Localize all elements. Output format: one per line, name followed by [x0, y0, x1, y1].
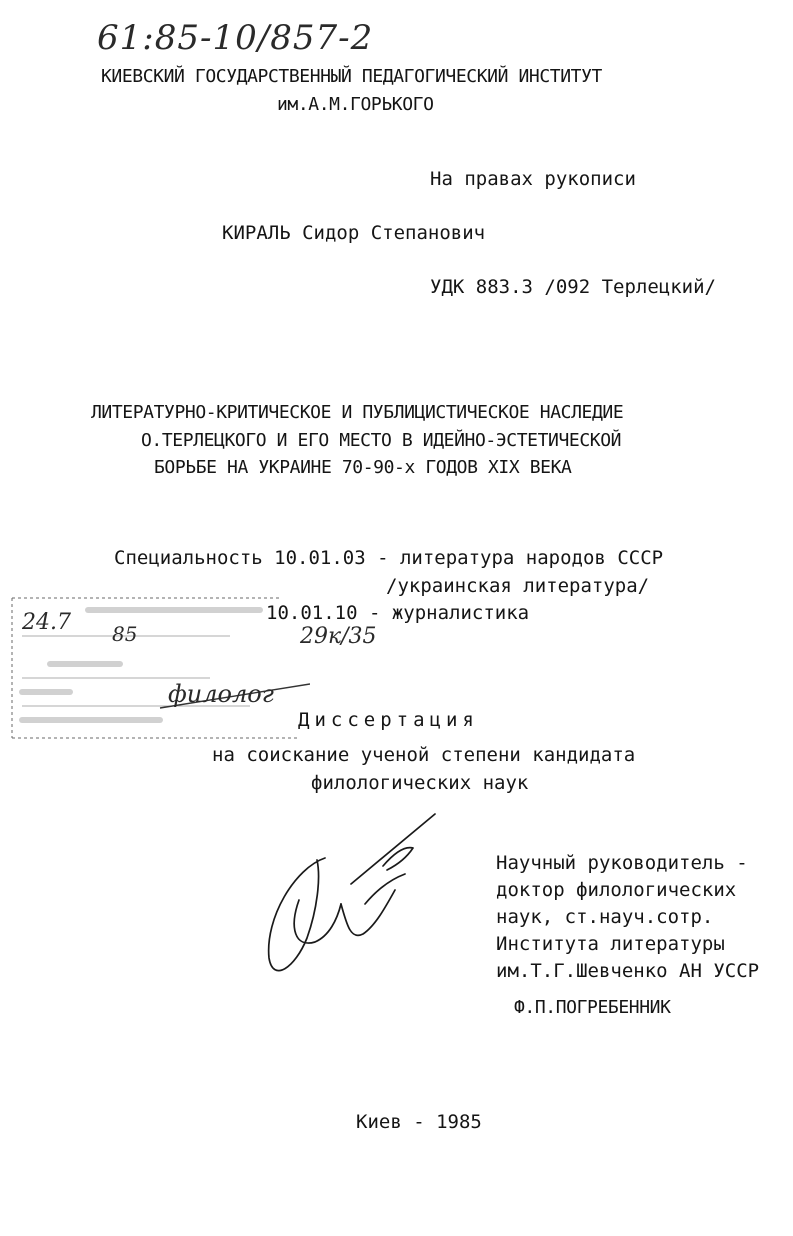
supervisor-line-1: Научный руководитель - — [496, 852, 748, 874]
manuscript-note: На правах рукописи — [430, 168, 636, 190]
degree-line-1: на соискание ученой степени кандидата — [212, 744, 636, 766]
specialty-line-3: 10.01.10 - журналистика — [266, 602, 530, 624]
supervisor-line-5: им.Т.Г.Шевченко АН УССР — [496, 960, 760, 982]
place-and-year: Киев - 1985 — [356, 1111, 482, 1133]
dissertation-heading: Диссертация — [298, 709, 479, 731]
title-line-1: ЛИТЕРАТУРНО-КРИТИЧЕСКОЕ И ПУБЛИЦИСТИЧЕСКОЕ НАСЛЕДИЕ — [91, 402, 624, 423]
institute-name-line2: им.А.М.ГОРЬКОГО — [277, 94, 434, 115]
stamp-word: филолог — [168, 680, 274, 708]
supervisor-line-4: Института литературы — [496, 933, 725, 955]
title-line-2: О.ТЕРЛЕЦКОГО И ЕГО МЕСТО В ИДЕЙНО-ЭСТЕТИЧЕСКОЙ — [141, 430, 622, 451]
stamp-number-b: 85 — [112, 622, 138, 646]
catalog-number: 61:85-10/857-2 — [97, 18, 374, 58]
author-name: КИРАЛЬ Сидор Степанович — [222, 222, 486, 244]
supervisor-line-3: наук, ст.науч.сотр. — [496, 906, 714, 928]
supervisor-line-2: доктор филологических — [496, 879, 737, 901]
institute-name: КИЕВСКИЙ ГОСУДАРСТВЕННЫЙ ПЕДАГОГИЧЕСКИЙ ИНСТИТУТ — [101, 66, 602, 87]
stamp-number-a: 24.7 — [22, 610, 71, 635]
degree-line-2: филологических наук — [311, 772, 529, 794]
specialty-line-1: Специальность 10.01.03 - литература народов СССР — [114, 547, 664, 569]
title-line-3: БОРЬБЕ НА УКРАИНЕ 70-90-х ГОДОВ XIX ВЕКА — [154, 457, 572, 478]
udc-code: УДК 883.3 /092 Терлецкий/ — [430, 276, 716, 298]
signature — [255, 808, 440, 988]
stamp-number-c: 29к/35 — [300, 624, 377, 649]
supervisor-name: Ф.П.ПОГРЕБЕННИК — [514, 997, 671, 1018]
specialty-line-2: /украинская литература/ — [386, 575, 650, 597]
